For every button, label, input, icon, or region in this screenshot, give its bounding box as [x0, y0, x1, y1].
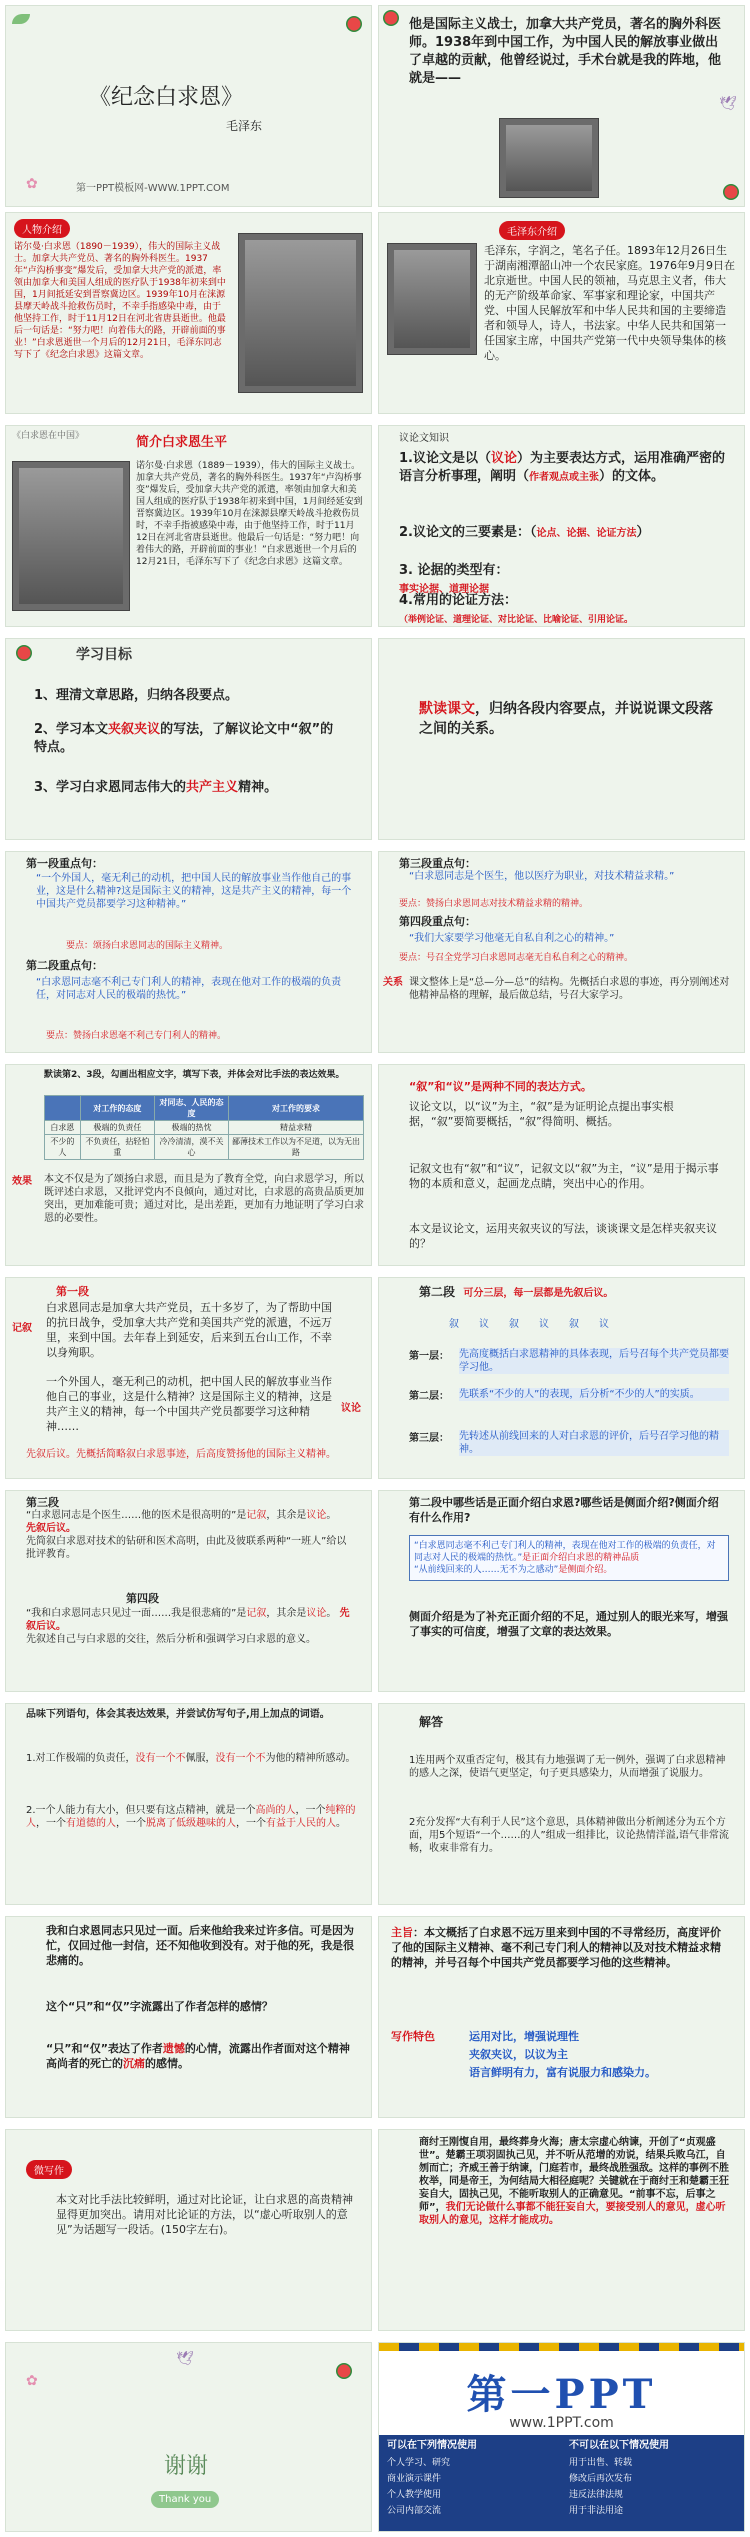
- answer-box: “白求恩同志毫不利己专门利人的精神，表现在他对工作的极端的负责任，对同志对人民的极端的热忱。”是正面介绍白求恩的精神品质 “从前线回来的人……无不为之感动”是侧面介绍。: [409, 1535, 729, 1581]
- para4-point: 要点：号召全党学习白求恩同志毫无自私自利之心的精神。: [399, 953, 634, 963]
- table-header: 对工作的要求: [229, 1096, 364, 1121]
- narrate-text-1: 议论文以，以“议”为主，“叙”是为证明论点提出事实根据，“叙”要简要概括，“叙”得简明、概括。: [409, 1100, 674, 1128]
- watermelon-icon: [383, 10, 399, 26]
- watermelon-icon: [16, 645, 32, 661]
- layer-1-label: 第一层：: [409, 1351, 449, 1362]
- side-effect-text: 侧面介绍是为了补充正面介绍的不足，通过别人的眼光来写，增强了事实的可信度，增强了文章的表达效果。: [409, 1610, 728, 1638]
- para4-header: 第四段重点句：: [399, 915, 476, 928]
- para1-header: 第一段重点句：: [26, 857, 103, 870]
- contrast-table: [44, 1095, 364, 1160]
- features-label: 写作特色: [391, 2030, 435, 2043]
- para1-quote: “一个外国人，毫无利己的动机，把中国人民的解放事业当作他自己的事业，这是什么精神?这是国际主义的精神，这是共产主义的精神，每一个中国共产党员都要学习这种精神。”: [36, 873, 352, 910]
- watermelon-icon: [346, 16, 362, 32]
- table-intro: 默读第2、3段，勾画出相应文字，填写下表，并体会对比手法的表达效果。: [44, 1070, 345, 1080]
- narrate-side-label: 记叙: [12, 1323, 32, 1334]
- para3-line: “白求恩同志是个医生……他的医术是很高明的”是记叙，其余是议论。 先叙后议。 先简叙白求恩对技术的钻研和医术高明，由此及彼联系两种“一班人”给以批评教育。: [26, 1510, 347, 1560]
- section-title: 议论文知识: [399, 433, 449, 444]
- bethune-field-photo: [12, 461, 130, 611]
- taste-sentence-1: 1.对工作极端的负责任，没有一个不佩服，没有一个不为他的精神所感动。: [26, 1753, 356, 1764]
- bethune-surgery-photo: [238, 233, 363, 393]
- watermelon-icon: [723, 184, 739, 200]
- mao-photo: [387, 243, 477, 355]
- site-footer: 第一PPT模板网-WWW.1PPT.COM: [76, 183, 230, 194]
- slide-mao-bio: [378, 212, 745, 414]
- slide-brand: [378, 2342, 745, 2532]
- bethune-portrait: [499, 118, 599, 198]
- section-badge: 微写作: [26, 2160, 72, 2179]
- para3-quote: “白求恩同志是个医生，他以医疗为职业，对技术精益求精。”: [409, 871, 675, 882]
- theme-text: 主旨：本文概括了白求恩不远万里来到中国的不寻常经历，高度评价了他的国际主义精神、毫不利己专门利人的精神以及对技术精益求精的精神，并号召每个中国共产党员都要学习他的这些精神。: [391, 1926, 721, 1969]
- para3-point: 要点：赞扬白求恩同志对技术精益求精的精神。: [399, 899, 589, 909]
- para1-point: 要点：颂扬白求恩同志的国际主义精神。: [66, 941, 229, 951]
- layer-3-label: 第三层：: [409, 1433, 449, 1444]
- feature-2: 夹叙夹议，以议为主: [469, 2048, 568, 2061]
- para4-heading: 第四段: [126, 1592, 159, 1605]
- intro-text: 他是国际主义战士，加拿大共产党员，著名的胸外科医师。1938年到中国工作，为中国人民的解放事业做出了卓越的贡献，他曾经说过，手术台就是我的阵地，他就是——: [409, 17, 722, 86]
- flower-icon: ✿: [26, 176, 38, 192]
- slide-bethune-bio: [5, 212, 372, 414]
- slide-micro-writing: [5, 2129, 372, 2331]
- slide-para3-4: [378, 851, 745, 1053]
- bio-text: 诺尔曼·白求恩（1890－1939），伟大的国际主义战士。加拿大共产党员、著名的胸外科医生。1937年“卢沟桥事变”爆发后，受加拿大共产党的派遣，率领由加拿大和美国人组成的医疗队于1938年初来到中国，1月间抵延安到晋察冀边区。1939年10月在涞源县摩天岭战斗抢救伤员时，不幸手指感染中毒，由于他坚持工作，时于11月12日在河北省唐县逝世。他最后一句话是：“努力吧！向着伟大的路，开辟前面的事业！”白求恩逝世一个月后的12月21日，毛泽东同志写下了《纪念白求恩》这篇文章。: [14, 242, 226, 360]
- usage-right-item: 违反法律法规: [569, 2490, 624, 2500]
- photo-caption: 《白求恩在中国》: [12, 431, 85, 441]
- para1-narrative: 白求恩同志是加拿大共产党员，五十多岁了，为了帮助中国的抗日战争，受加拿大共产党和美国共产党的派遣，不远万里，来到中国。去年春上到延安，后来到五台山工作，不幸以身殉职。: [46, 1301, 332, 1359]
- section-header: 简介白求恩生平: [136, 435, 228, 450]
- feature-1: 运用对比，增强说理性: [469, 2030, 579, 2043]
- thanks-title: 谢谢: [163, 2454, 208, 2479]
- table-header: 对同志、人民的态度: [154, 1096, 228, 1121]
- bird-icon: 🕊: [176, 2351, 194, 2367]
- effect-text: 本文不仅是为了颂扬白求恩，而且是为了教育全党，向白求恩学习，所以既评述白求恩，又批评党内不良倾向，通过对比，白求恩的高贵品质更加突出，更加难能可贵；通过对比，是出差距，更加有力地证明了学习白求恩的必要性。: [44, 1174, 364, 1224]
- emotion-quote: 我和白求恩同志只见过一面。后来他给我来过许多信。可是因为忙，仅回过他一封信，还不知他收到没有。对于他的死，我是很悲痛的。: [46, 1924, 354, 1967]
- feature-3: 语言鲜明有力，富有说服力和感染力。: [469, 2066, 656, 2079]
- para4-quote: “我们大家要学习他毫无自私自利之心的精神。”: [409, 933, 615, 944]
- slide-thanks: [5, 2342, 372, 2532]
- answers-title: 解答: [419, 1715, 444, 1729]
- usage-left-item: 个人学习、研究: [387, 2458, 451, 2468]
- para4-line: “我和白求恩同志只见过一面……我是很悲痛的”是记叙，其余是议论。 先叙后议。 先叙述自己与白求恩的交往，然后分析和强调学习白求恩的意义。: [26, 1608, 350, 1645]
- slide-title-text: 《纪念白求恩》: [88, 85, 243, 110]
- leaf-decoration: [12, 14, 30, 24]
- brand-stripe: [379, 2343, 744, 2351]
- bird-icon: 🕊: [719, 96, 737, 112]
- answer-2: 2充分发挥“大有利于人民”这个意思，具体精神做出分析阐述分为五个方面，用5个短语“一个……的人”组成一组排比，议论热情洋溢,语气非常流畅，收束非常有力。: [409, 1817, 729, 1854]
- mao-bio-text: 毛泽东，字润之，笔名子任。1893年12月26日生于湖南湘潭韶山冲一个农民家庭。1976年9月9日在北京逝世。中国人民的领袖，马克思主义者，伟大的无产阶级革命家、军事家和理论家，中国共产党、中国人民解放军和中华人民共和国的主要缔造者和领导人，诗人，书法家。中华人民共和国第一任国家主席，中国共产党第一代中央领导集体的核心。: [484, 244, 735, 362]
- section-badge: 毛泽东介绍: [499, 221, 565, 240]
- effect-label: 效果: [12, 1176, 32, 1187]
- slide-side-description: [378, 1490, 745, 1692]
- slide-contrast-table: [5, 1064, 372, 1266]
- para1-summary: 先叙后议。先概括简略叙白求恩事迹，后高度赞扬他的国际主义精神。: [26, 1449, 336, 1460]
- usage-right-item: 用于出售、转载: [569, 2458, 633, 2468]
- narrate-sequence: 叙 议 叙 议 叙 议: [449, 1319, 609, 1330]
- knowledge-q2: 2.议论文的三要素是：（论点、论据、论证方法）: [399, 525, 650, 540]
- slide-para2-analysis: [378, 1277, 745, 1479]
- sample-text: 商纣王刚愎自用，最终葬身火海；唐太宗虚心纳谏，开创了“贞观盛世”。楚霸王项羽固执己见，并不听从范增的劝说，结果兵败乌江，自刎而亡；齐威王善于纳谏，门庭若市，最终战胜强敌。这样的事例不胜枚举，同是帝王，为何结局大相径庭呢？关键就在于商纣王和楚霸王狂妄自大，固执己见，不能听取别人的正确意见。“前事不忘，后事之师”，我们无论做什么事都不能狂妄自大，要接受别人的意见，虚心听取别人的意见，这样才能成功。: [419, 2137, 729, 2226]
- goal-1: 1、理清文章思路，归纳各段要点。: [34, 688, 239, 703]
- micro-writing-text: 本文对比手法比较鲜明，通过对比论证，让白求恩的高贵精神显得更加突出。请用对比论证的方法，以“虚心听取别人的意见”为话题写一段话。(150字左右)。: [56, 2193, 353, 2236]
- slide-theme: [378, 1916, 745, 2118]
- slide-emotion: [5, 1916, 372, 2118]
- layer-3-text: 先转述从前线回来的人对白求恩的评价，后号召学习他的精神。: [459, 1430, 729, 1456]
- layer-2-text: 先联系“不少的人”的表现，后分析“不少的人”的实质。: [459, 1388, 729, 1401]
- section-badge: 人物介绍: [14, 219, 70, 238]
- slide-para3-4-analysis: [5, 1490, 372, 1692]
- flower-icon: ✿: [26, 2373, 38, 2389]
- thanks-subtitle: Thank you: [151, 2491, 219, 2508]
- emotion-question: 这个“只”和“仅”字流露出了作者怎样的感情？: [46, 2000, 273, 2013]
- slide-intro-question: [378, 5, 745, 207]
- usage-left-item: 个人教学使用: [387, 2490, 442, 2500]
- question-text: 第二段中哪些话是正面介绍白求恩?哪些话是侧面介绍?侧面介绍有什么作用?: [409, 1496, 719, 1524]
- emotion-answer: “只”和“仅”表达了作者遗憾的心情，流露出作者面对这个精神高尚者的死亡的沉痛的感情。: [46, 2042, 350, 2070]
- knowledge-q4: 4.常用的论证方法： （举例论证、道理论证、对比论证、比喻论证、引用论证。: [399, 593, 634, 625]
- slide-bethune-life: [5, 425, 372, 627]
- author: 毛泽东: [226, 119, 263, 133]
- goal-2: 2、学习本文夹叙夹议的写法，了解议论文中“叙”的特点。: [34, 722, 334, 755]
- para-heading: 第一段: [56, 1285, 89, 1298]
- usage-left-title: 可以在下列情况使用: [387, 2440, 477, 2451]
- narrate-title: “叙”和“议”是两种不同的表达方式。: [409, 1080, 592, 1093]
- narrate-text-2: 记叙文也有“叙”和“议”，记叙文以“叙”为主，“议”是用于揭示事物的本质和意义，起画龙点睛，突出中心的作用。: [409, 1162, 719, 1190]
- watermelon-icon: [336, 2363, 352, 2379]
- layer-1-text: 先高度概括白求恩精神的具体表现，后号召每个共产党员都要学习他。: [459, 1349, 729, 1373]
- goal-3: 3、学习白求恩同志伟大的共产主义精神。: [34, 780, 278, 795]
- para3-header: 第三段重点句：: [399, 857, 476, 870]
- brand-url[interactable]: www.1PPT.com: [509, 2415, 614, 2431]
- layer-2-label: 第二层：: [409, 1391, 449, 1402]
- usage-left-item: 商业演示课件: [387, 2474, 442, 2484]
- argue-side-label: 议论: [341, 1403, 361, 1414]
- relation-label: 关系: [383, 977, 403, 988]
- usage-right-title: 不可以在以下情况使用: [569, 2440, 669, 2451]
- slide-sample-writing: [378, 2129, 745, 2331]
- slide-para1-2: [5, 851, 372, 1053]
- brand-logo: 第一PPT: [466, 2371, 657, 2418]
- table-row: 白求恩 极端的负责任 极端的热忱 精益求精: [45, 1121, 364, 1135]
- para2-header: 第二段重点句：: [26, 959, 103, 972]
- taste-sentence-2: 2.一个人能力有大小，但只要有这点精神，就是一个高尚的人，一个纯粹的人，一个有道德的人，一个脱离了低级趣味的人，一个有益于人民的人。: [26, 1805, 356, 1829]
- slide-title: [5, 5, 372, 207]
- slide-narrate-argue: [378, 1064, 745, 1266]
- usage-band: [379, 2435, 744, 2531]
- usage-left-item: 公司内部交流: [387, 2506, 442, 2516]
- answer-1: 1连用两个双重否定句，极其有力地强调了无一例外，强调了白求恩精神的感人之深，使语气更坚定，句子更具感染力，从而增强了说服力。: [409, 1755, 726, 1779]
- knowledge-q1: 1.议论文是以（议论）为主要表达方式，运用准确严密的语言分析事理，阐明（作者观点或主张）的文体。: [399, 451, 726, 484]
- para1-argument: 一个外国人，毫无利己的动机，把中国人民的解放事业当作他自己的事业，这是什么精神？这是国际主义的精神，这是共产主义的精神，每一个中国共产党员都要学习这种精神……: [46, 1375, 332, 1433]
- table-header: 对工作的态度: [80, 1096, 154, 1121]
- table-row: 不少的人 不负责任，拈轻怕重 冷冷清清，漠不关心 鄙薄技术工作以为不足道，以为无出路: [45, 1135, 364, 1160]
- taste-title: 品味下列语句，体会其表达效果，并尝试仿写句子,用上加点的词语。: [26, 1709, 330, 1720]
- slide-argument-knowledge: [378, 425, 745, 627]
- life-text: 诺尔曼·白求恩（1889－1939），伟大的国际主义战士。加拿大共产党员，著名的胸外科医生。1937年“卢沟桥事变”爆发后，受加拿大共产党的派遣，率领由加拿大和美国人组成的医疗队于1938年初来到中国，1月间经延安到晋察冀边区。1939年10月在涞源县摩天岭战斗抢救伤员时，不幸手指被感染中毒，由于他坚持工作，时于11月12日在河北省唐县逝世。他最后一句话是：“努力吧！向着伟大的路，开辟前面的事业！”白求恩逝世一个月后的12月21日，毛泽东写下了《纪念白求恩》这篇文章。: [136, 461, 363, 567]
- slide-sentence-taste: [5, 1703, 372, 1905]
- goals-title: 学习目标: [76, 647, 132, 663]
- slide-para1-analysis: [5, 1277, 372, 1479]
- usage-right-item: 用于非法用途: [569, 2506, 624, 2516]
- usage-right-item: 修改后再次发布: [569, 2474, 633, 2484]
- narrate-text-3: 本文是议论文，运用夹叙夹议的写法，谈谈课文是怎样夹叙夹议的？: [409, 1222, 717, 1250]
- slide-learning-goals: [5, 638, 372, 840]
- para2-quote: “白求恩同志毫不利己专门利人的精神，表现在他对工作的极端的负责任，对同志对人民的极端的热忱。”: [36, 977, 342, 1001]
- para-heading: 第二段 可分三层，每一层都是先叙后议。: [419, 1285, 614, 1299]
- para3-heading: 第三段: [26, 1496, 59, 1509]
- para2-point: 要点：赞扬白求恩毫不利己专门利人的精神。: [46, 1031, 227, 1041]
- read-task-text: 默读课文，归纳各段内容要点，并说说课文段落之间的关系。: [419, 701, 713, 737]
- slide-read-task: [378, 638, 745, 840]
- slide-answers: [378, 1703, 745, 1905]
- knowledge-q3: 3. 论据的类型有： 事实论据、道理论据: [399, 563, 509, 595]
- table-header: [45, 1096, 81, 1121]
- relation-text: 课文整体上是“总—分—总”的结构。先概括白求恩的事迹，再分别阐述对他精神品格的理解，最后做总结，号召大家学习。: [409, 977, 730, 1001]
